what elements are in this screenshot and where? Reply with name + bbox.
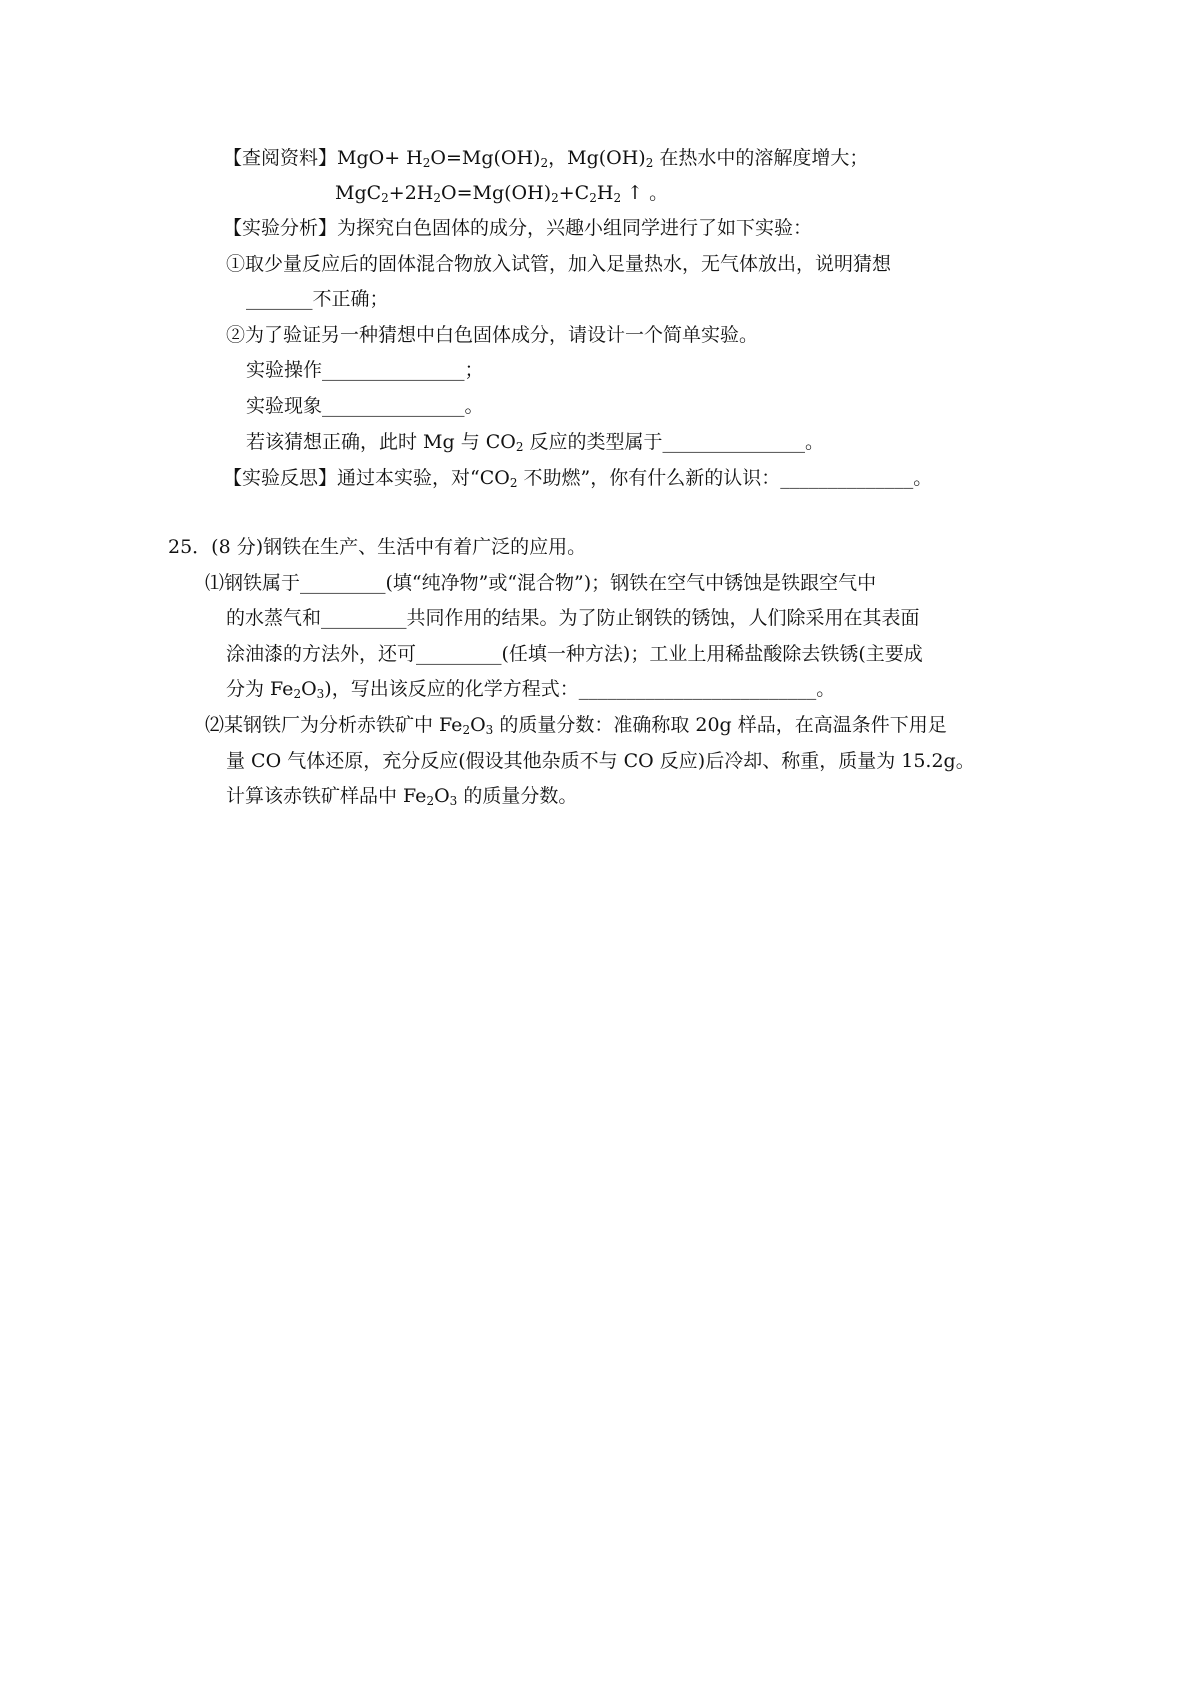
text-segment: +C [558,182,590,204]
line-step-1-blank [246,286,389,312]
question-25-part-1-line-2 [226,605,920,631]
subscript: 2 [515,440,524,454]
subscript: 2 [540,156,549,170]
line-step-1 [226,251,891,277]
subscript: 2 [433,191,442,205]
line-phenomenon-blank [246,393,484,419]
text-segment: O [470,714,486,736]
line-step-2 [226,322,758,348]
text-segment: ①取少量反应后的固体混合物放入试管，加入足量热水，无气体放出，说明猜想 [226,253,892,275]
subscript: 2 [462,723,471,737]
question-25-part-2-line-2 [226,748,975,774]
text-segment: ⑵某钢铁厂为分析赤铁矿中 Fe [205,714,463,736]
question-25-part-2-line-3 [226,783,577,809]
text-segment: ，Mg(OH) [548,147,646,169]
line-reaction-type-blank [246,429,824,455]
text-segment: 反应的类型属于_______________。 [523,431,825,453]
line-reference-reactions-2 [335,180,668,206]
line-experiment-analysis [223,215,812,241]
question-25-part-2-line-1 [205,712,947,738]
text-segment: 实验操作_______________； [246,359,484,381]
text-segment: 若该猜想正确，此时 Mg 与 CO [246,431,516,453]
text-segment: O [301,678,317,700]
text-segment: 25．(8 分)钢铁在生产、生活中有着广泛的应用。 [168,536,587,558]
line-operation-blank [246,357,484,383]
text-segment: H [596,182,614,204]
text-segment: 不助燃”，你有什么新的认识：______________。 [517,467,933,489]
text-segment: ②为了验证另一种猜想中白色固体成分，请设计一个简单实验。 [226,324,759,346]
question-25-part-1-line-4 [226,676,835,702]
text-segment: 【实验反思】通过本实验，对“CO [223,467,510,489]
subscript: 2 [509,476,518,490]
text-segment: 的质量分数。 [457,785,578,807]
subscript: 2 [426,794,435,808]
text-segment: _______不正确； [246,288,389,310]
subscript: 2 [613,191,622,205]
subscript: 3 [449,794,458,808]
text-segment: ⑴钢铁属于_________(填“纯净物”或“混合物”)；钢铁在空气中锈蚀是铁跟空气中 [205,572,877,594]
subscript: 3 [316,687,325,701]
text-segment: MgC [335,182,382,204]
text-segment: 量 CO 气体还原，充分反应(假设其他杂质不与 CO 反应)后冷却、称重，质量为 15.2g。 [226,750,975,772]
line-reference-reactions-1 [223,145,868,171]
line-experiment-reflection [223,465,932,491]
text-segment: )，写出该反应的化学方程式：_________________________。 [324,678,836,700]
text-segment: +2H [388,182,434,204]
text-segment: 实验现象_______________。 [246,395,484,417]
subscript: 2 [645,156,654,170]
text-segment: 分为 Fe [226,678,294,700]
subscript: 3 [485,723,494,737]
text-segment: 的质量分数：准确称取 20g 样品，在高温条件下用足 [493,714,947,736]
question-25-title [168,534,586,560]
text-segment: O [434,785,450,807]
subscript: 2 [551,191,559,205]
text-segment: O=Mg(OH) [441,182,552,204]
question-25-part-1-line-1 [205,570,876,596]
text-segment: O=Mg(OH) [430,147,541,169]
subscript: 2 [422,156,431,170]
text-segment: 在热水中的溶解度增大； [653,147,869,169]
subscript: 2 [293,687,302,701]
text-segment: 计算该赤铁矿样品中 Fe [226,785,427,807]
question-25-part-1-line-3 [226,641,923,667]
subscript: 2 [381,191,389,205]
text-segment: 【实验分析】为探究白色固体的成分，兴趣小组同学进行了如下实验： [223,217,813,239]
text-segment: 涂油漆的方法外，还可_________(任填一种方法)；工业上用稀盐酸除去铁锈(主要成 [226,643,923,665]
text-segment: ↑ 。 [621,182,669,204]
text-segment: 的水蒸气和_________共同作用的结果。为了防止钢铁的锈蚀，人们除采用在其表面 [226,607,920,629]
subscript: 2 [589,191,597,205]
text-segment: 【查阅资料】MgO+ H [223,147,423,169]
